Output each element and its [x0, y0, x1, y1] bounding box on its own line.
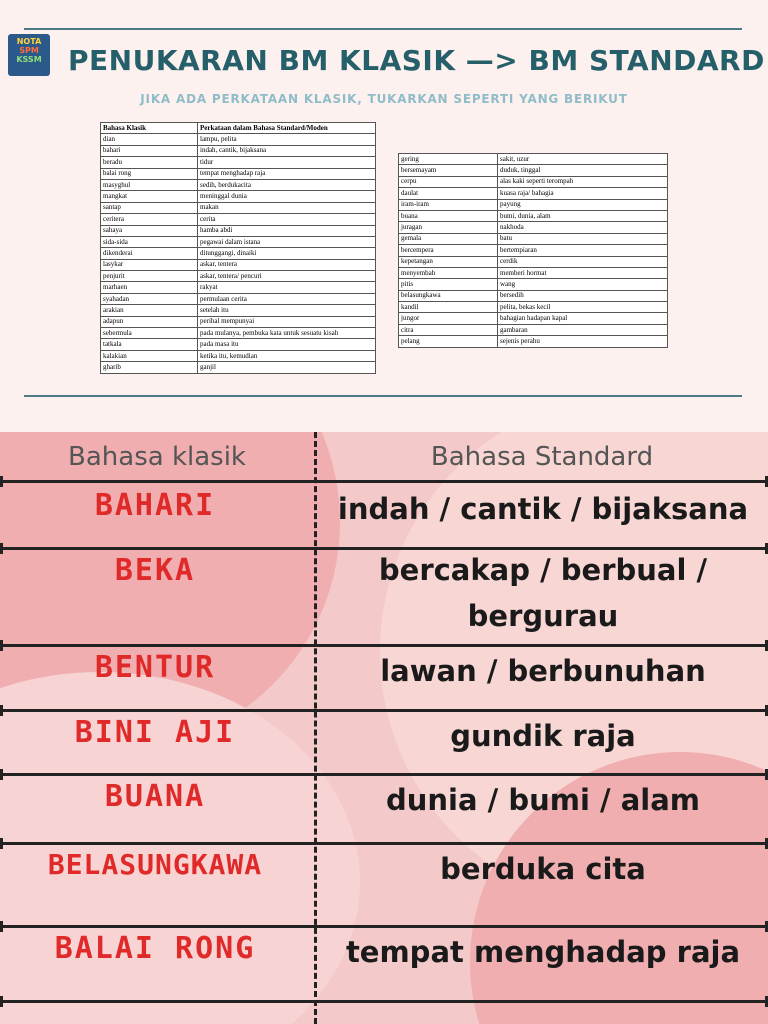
table-row [399, 222, 668, 233]
classic-word-cell: ceritera [101, 214, 198, 225]
standard-word-cell: pelita, bekas kecil [498, 302, 668, 313]
table-row [101, 236, 376, 247]
classic-word-cell: kepetangan [399, 256, 498, 267]
classic-word-cell: pitis [399, 279, 498, 290]
table-row [101, 202, 376, 213]
logo-line: KSSM [16, 55, 42, 64]
table-row [399, 188, 668, 199]
logo-line: NOTA [16, 37, 42, 46]
classic-words-table-1 [100, 122, 376, 374]
column-header-standard: Bahasa Standard [430, 442, 654, 472]
classic-word-cell: juragan [399, 222, 498, 233]
standard-word-cell: tidur [198, 157, 376, 168]
klasik-word: BINI AJI [74, 715, 236, 750]
table-row [399, 313, 668, 324]
standard-word-cell: pegawai dalam istana [198, 236, 376, 247]
table-row [399, 290, 668, 301]
classic-word-cell: menyembah [399, 267, 498, 278]
classic-word-cell: sebermula [101, 328, 198, 339]
standard-word-cell: alas kaki seperti terompah [498, 176, 668, 187]
page-title: PENUKARAN BM KLASIK —> BM STANDARD [68, 44, 765, 77]
klasik-word: BAHARI [94, 488, 216, 523]
classic-word-cell: sida-sida [101, 236, 198, 247]
table-row [101, 362, 376, 373]
klasik-word: BUANA [104, 779, 206, 814]
table-row [101, 259, 376, 270]
standard-word-cell: sakit, uzur [498, 154, 668, 165]
classic-word-cell: lasykar [101, 259, 198, 270]
classic-word-cell: gering [399, 154, 498, 165]
standard-word-cell: meninggal dunia [198, 191, 376, 202]
table-row [101, 316, 376, 327]
bottom-rule [24, 395, 742, 397]
table-header: Perkataan dalam Bahasa Standard/Moden [198, 123, 376, 134]
table-row [399, 256, 668, 267]
standard-word-cell: cerita [198, 214, 376, 225]
table-header: Bahasa Klasik [101, 123, 198, 134]
standard-word-cell: perihal mempunyai [198, 316, 376, 327]
standard-word: dunia / bumi / alam [386, 783, 700, 817]
standard-word-cell: bahagian hadapan kapal [498, 313, 668, 324]
table-row [399, 199, 668, 210]
standard-word-cell: duduk, tinggal [498, 165, 668, 176]
table-row [399, 176, 668, 187]
classic-word-cell: masyghul [101, 179, 198, 190]
classic-word-cell: daulat [399, 188, 498, 199]
klasik-word: BEKA [114, 553, 196, 588]
standard-word-cell: wang [498, 279, 668, 290]
standard-word-cell: sedih, berdukacita [198, 179, 376, 190]
table-row [399, 302, 668, 313]
standard-word: indah / cantik / bijaksana [337, 492, 749, 526]
chart-row [0, 842, 768, 925]
standard-word: gundik raja [450, 719, 636, 753]
classic-word-cell: santap [101, 202, 198, 213]
standard-word-cell: gambaran [498, 324, 668, 335]
standard-word-cell: bersedih [498, 290, 668, 301]
classic-word-cell: dikenderai [101, 248, 198, 259]
standard-word-cell: setelah itu [198, 305, 376, 316]
standard-word-cell: askar, tentera/ pencuri [198, 271, 376, 282]
top-rule [24, 28, 742, 30]
classic-word-cell: cerpu [399, 176, 498, 187]
table-row [101, 168, 376, 179]
table-row [399, 279, 668, 290]
classic-word-cell: pelang [399, 336, 498, 347]
classic-word-cell: tatkala [101, 339, 198, 350]
classic-word-cell: gharib [101, 362, 198, 373]
classic-word-cell: bercempera [399, 245, 498, 256]
table-row [101, 214, 376, 225]
classic-words-table-2 [398, 153, 668, 348]
standard-word-cell: nakhoda [498, 222, 668, 233]
table-row [101, 350, 376, 361]
table-row [101, 282, 376, 293]
table-row [399, 154, 668, 165]
vocabulary-chart [0, 432, 768, 1024]
standard-word-cell: batu [498, 233, 668, 244]
standard-word: bercakap / berbual / bergurau [378, 553, 708, 633]
classic-word-cell: sahaya [101, 225, 198, 236]
classic-word-cell: beradu [101, 157, 198, 168]
standard-word: tempat menghadap raja [345, 935, 741, 969]
classic-word-cell: penjurit [101, 271, 198, 282]
standard-word-cell: rakyat [198, 282, 376, 293]
table-row [399, 245, 668, 256]
table-row [101, 157, 376, 168]
classic-word-cell: bersemayam [399, 165, 498, 176]
classic-word-cell: dian [101, 134, 198, 145]
standard-word-cell: hamba abdi [198, 225, 376, 236]
standard-word-cell: payung [498, 199, 668, 210]
chart-row [0, 482, 768, 547]
chart-row [0, 547, 768, 644]
classic-word-cell: marhaen [101, 282, 198, 293]
table-row [101, 248, 376, 259]
standard-word-cell: tempat menghadap raja [198, 168, 376, 179]
table-row [399, 233, 668, 244]
standard-word-cell: askar, tentera [198, 259, 376, 270]
chart-row [0, 644, 768, 709]
table-row [399, 165, 668, 176]
page-subtitle: JIKA ADA PERKATAAN KLASIK, TUKARKAN SEPERTI YANG BERIKUT [140, 92, 628, 106]
classic-word-cell: balai rong [101, 168, 198, 179]
klasik-word: BENTUR [94, 650, 216, 685]
table-row [399, 324, 668, 335]
standard-word-cell: pada mulanya, pembuka kata untuk sesuatu kisah [198, 328, 376, 339]
table-row [101, 134, 376, 145]
chart-row [0, 709, 768, 773]
standard-word-cell: cerdik [498, 256, 668, 267]
chart-row [0, 773, 768, 842]
standard-word-cell: permulaan cerita [198, 293, 376, 304]
standard-word-cell: makan [198, 202, 376, 213]
classic-word-cell: kandil [399, 302, 498, 313]
table-row [101, 305, 376, 316]
table-row [101, 179, 376, 190]
nota-spm-logo [8, 34, 50, 76]
standard-word-cell: pada masa itu [198, 339, 376, 350]
klasik-word: BELASUNGKAWA [47, 848, 263, 881]
standard-word: berduka cita [440, 852, 646, 886]
standard-word-cell: kuasa raja/ bahagia [498, 188, 668, 199]
row-separator [0, 1000, 768, 1003]
standard-word-cell: ketika itu, kemudian [198, 350, 376, 361]
table-row [101, 328, 376, 339]
standard-word-cell: ganjil [198, 362, 376, 373]
standard-word-cell: ditunggangi, dinaiki [198, 248, 376, 259]
classic-word-cell: arakian [101, 305, 198, 316]
standard-word-cell: lampu, pelita [198, 134, 376, 145]
standard-word: lawan / berbunuhan [380, 654, 706, 688]
chart-row [0, 925, 768, 1000]
column-header-klasik: Bahasa klasik [68, 442, 246, 472]
table-row [101, 145, 376, 156]
top-section [0, 0, 768, 432]
standard-word-cell: sejenis perahu [498, 336, 668, 347]
classic-word-cell: belasungkawa [399, 290, 498, 301]
klasik-word: BALAI RONG [54, 931, 256, 966]
classic-word-cell: iram-iram [399, 199, 498, 210]
classic-word-cell: bahari [101, 145, 198, 156]
table-row [101, 271, 376, 282]
classic-word-cell: adapun [101, 316, 198, 327]
logo-line: SPM [19, 46, 39, 55]
standard-word-cell: bertempiaran [498, 245, 668, 256]
classic-word-cell: mangkat [101, 191, 198, 202]
classic-word-cell: citra [399, 324, 498, 335]
table-row [101, 191, 376, 202]
classic-word-cell: gemala [399, 233, 498, 244]
table-row [101, 339, 376, 350]
table-row [101, 293, 376, 304]
table-row [399, 210, 668, 221]
standard-word-cell: memberi hormat [498, 267, 668, 278]
classic-word-cell: buana [399, 210, 498, 221]
standard-word-cell: bumi, dunia, alam [498, 210, 668, 221]
classic-word-cell: jungor [399, 313, 498, 324]
table-row [399, 336, 668, 347]
table-row [399, 267, 668, 278]
table-row [101, 225, 376, 236]
classic-word-cell: syahadan [101, 293, 198, 304]
standard-word-cell: indah, cantik, bijaksana [198, 145, 376, 156]
classic-word-cell: kalakian [101, 350, 198, 361]
